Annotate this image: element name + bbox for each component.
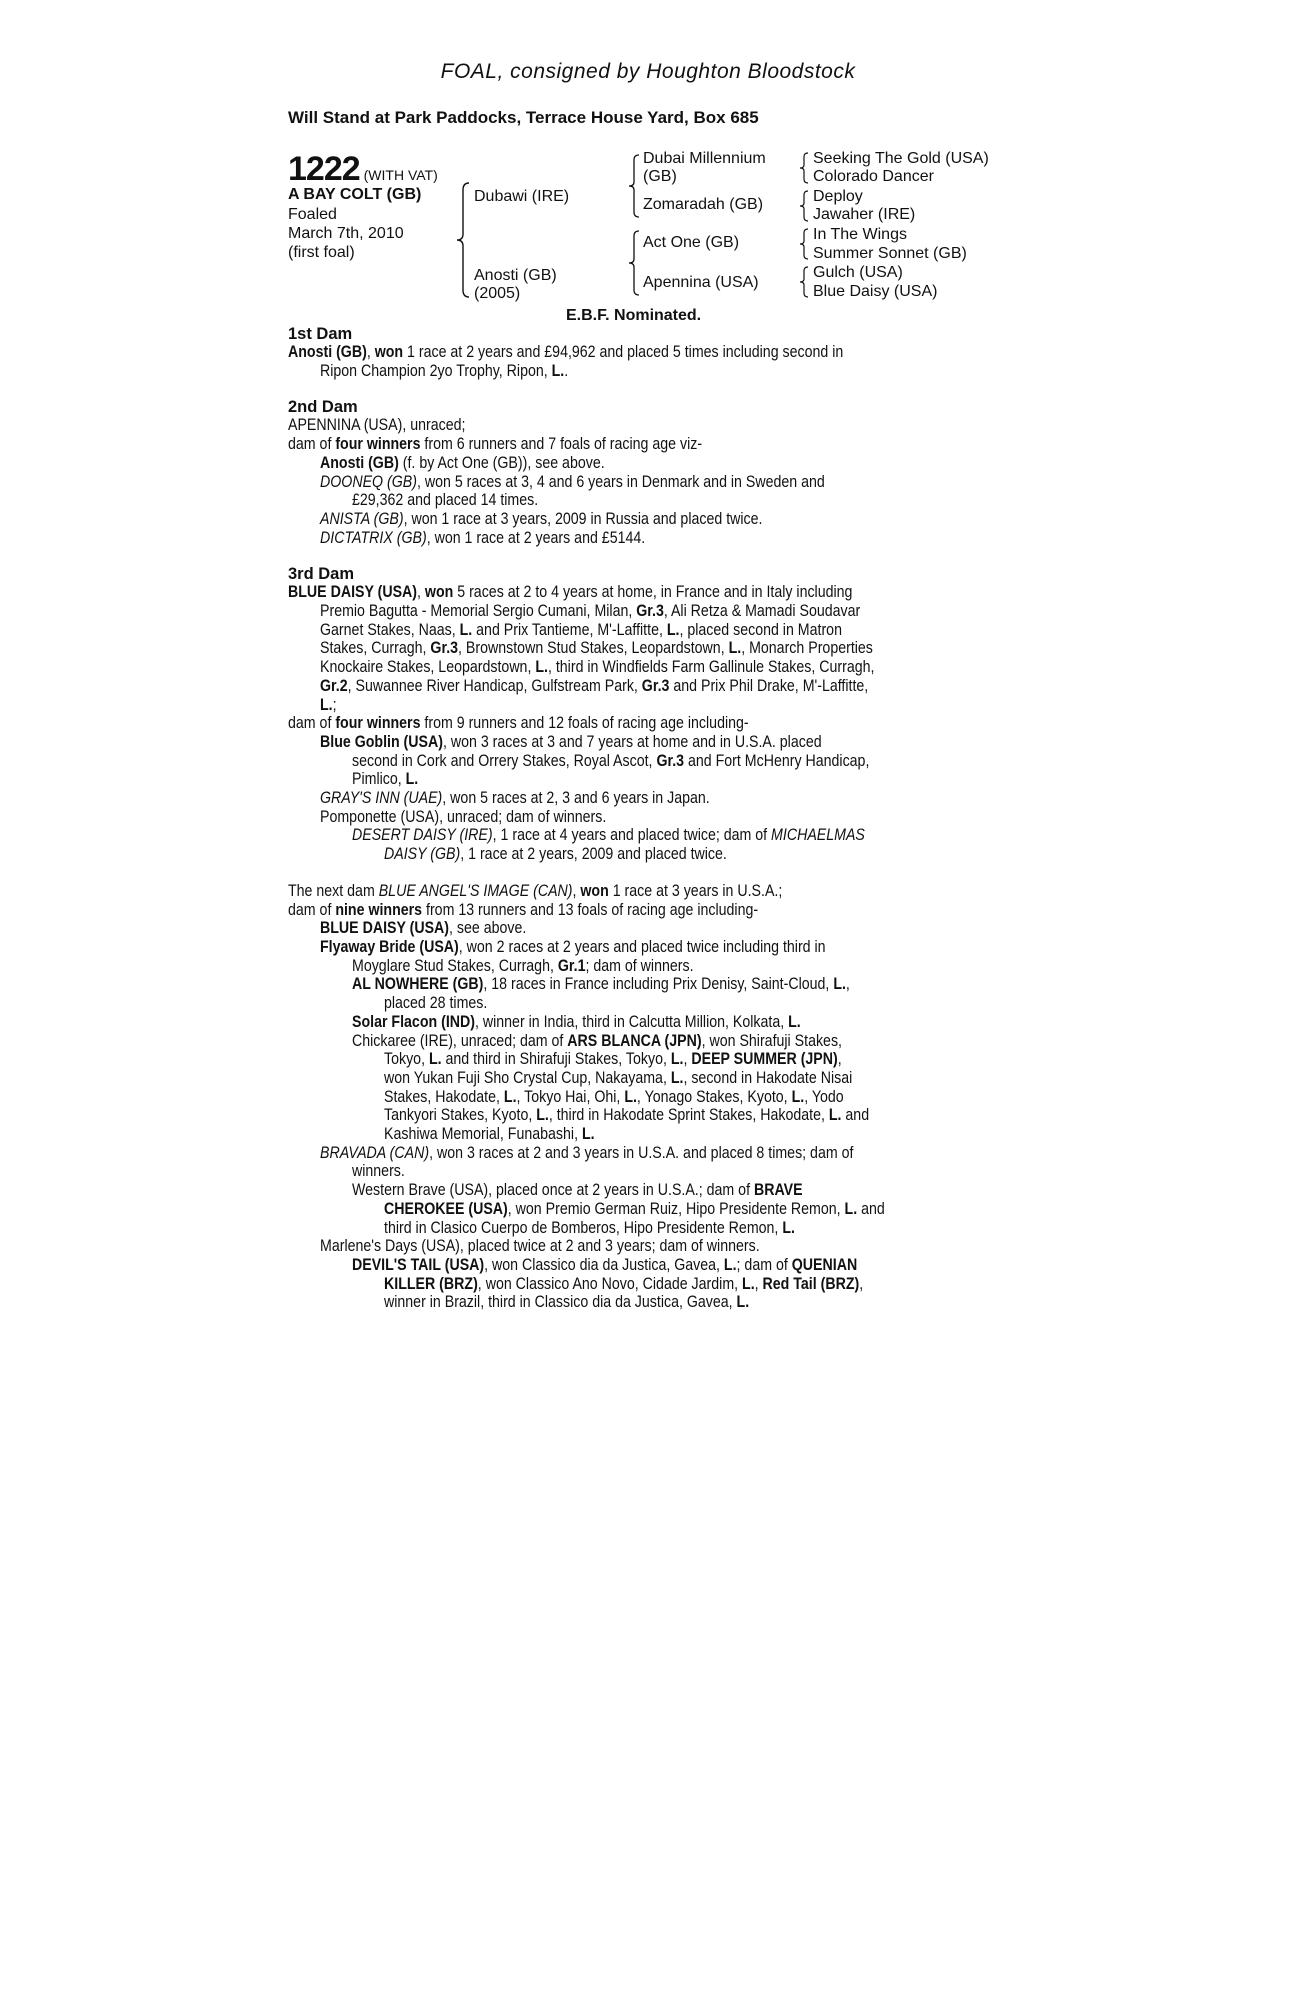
plain-text: from 6 runners and 7 foals of racing age viz-: [420, 435, 703, 454]
text-line: [288, 677, 1008, 696]
bold-text: Red Tail (BRZ): [762, 1274, 860, 1293]
bold-text: L.: [320, 695, 333, 714]
bold-text: L.: [736, 1293, 750, 1312]
section-1: [288, 325, 1008, 380]
plain-text: ,: [845, 975, 850, 994]
plain-text: ,: [859, 1274, 864, 1293]
plain-text: Marlene's Days (USA), placed twice at 2 and 3 years; dam of winners.: [320, 1237, 760, 1256]
section-title: 2nd Dam: [288, 398, 358, 417]
bold-text: L.: [428, 1050, 442, 1069]
plain-text: and: [841, 1106, 870, 1125]
plain-text: , won 1 race at 3 years, 2009 in Russia and placed twice.: [403, 509, 763, 528]
bold-text: Gr.2: [320, 676, 348, 695]
text-line: [288, 1293, 1008, 1312]
plain-text: ,: [683, 1050, 692, 1069]
italic-text: ANISTA (GB): [320, 509, 404, 528]
plain-text: (f. by Act One (GB)), see above.: [398, 453, 605, 472]
plain-text: Kashiwa Memorial, Funabashi,: [384, 1125, 582, 1144]
pedigree-block: [288, 150, 1008, 325]
section-4: [288, 882, 1008, 1312]
plain-text: , Monarch Properties: [741, 639, 873, 658]
text-line: [288, 826, 1008, 845]
pedigree-brace-main: [456, 182, 470, 298]
bold-text: nine winners: [335, 900, 423, 919]
text-line: [288, 416, 1008, 435]
bold-text: L.: [666, 620, 680, 639]
bold-text: BLUE DAISY (USA): [288, 583, 418, 602]
plain-text: 1 race at 3 years in U.S.A.;: [608, 881, 783, 900]
text-line: [288, 1088, 1008, 1107]
plain-text: and Fort McHenry Handicap,: [684, 751, 870, 770]
plain-text: , Yonago Stakes, Kyoto,: [636, 1087, 792, 1106]
bold-text: KILLER (BRZ): [384, 1274, 478, 1293]
section-2: [288, 398, 1008, 547]
plain-text: Knockaire Stakes, Leopardstown,: [320, 658, 536, 677]
text-line: [288, 343, 1008, 362]
plain-text: and third in Shirafuji Stakes, Tokyo,: [441, 1050, 671, 1069]
italic-text: DAISY (GB): [384, 845, 461, 864]
text-line: [288, 957, 1008, 976]
italic-text: DICTATRIX (GB): [320, 528, 427, 547]
plain-text: , Yodo: [804, 1087, 844, 1106]
plain-text: , Brownstown Stud Stakes, Leopardstown,: [458, 639, 729, 658]
pedigree-brace-g3-2: [799, 190, 809, 222]
dam-dam: Apennina (USA): [643, 274, 759, 291]
pedigree-brace-g3-4: [799, 266, 809, 298]
text-line: [288, 714, 1008, 733]
bold-text: Gr.3: [430, 639, 459, 658]
plain-text: dam of: [288, 900, 336, 919]
plain-text: , Tokyo Hai, Ohi,: [516, 1087, 625, 1106]
plain-text: second in Cork and Orrery Stakes, Royal Ascot,: [352, 751, 657, 770]
text-line: [288, 435, 1008, 454]
text-line: [288, 473, 1008, 492]
text-line: [288, 510, 1008, 529]
bold-text: Solar Flacon (IND): [352, 1012, 475, 1031]
plain-text: , 18 races in France including Prix Denisy, Saint-Cloud,: [483, 975, 834, 994]
bold-text: L.: [670, 1050, 684, 1069]
plain-text: , won 5 races at 2, 3 and 6 years in Japan.: [442, 789, 710, 808]
bold-text: L.: [459, 620, 473, 639]
dam-name-text: Anosti (GB): [474, 267, 557, 284]
plain-text: ; dam of winners.: [585, 956, 694, 975]
bold-text: DEVIL'S TAIL (USA): [352, 1255, 485, 1274]
g3-6: Summer Sonnet (GB): [813, 245, 967, 262]
lot-name: A BAY COLT (GB): [288, 186, 422, 203]
dam-name: [474, 267, 557, 303]
bold-text: L.: [788, 1012, 801, 1031]
text-line: [288, 1200, 1008, 1219]
text-line: [288, 1013, 1008, 1032]
plain-text: , won Classico Ano Novo, Cidade Jardim,: [477, 1274, 743, 1293]
bold-text: L.: [405, 770, 419, 789]
text-line: [288, 658, 1008, 677]
plain-text: Moyglare Stud Stakes, Curragh,: [352, 956, 558, 975]
bold-text: Gr.3: [641, 676, 670, 695]
text-line: [288, 789, 1008, 808]
text-line: [288, 1275, 1008, 1294]
text-line: [288, 362, 1008, 381]
g3-2: Colorado Dancer: [813, 168, 934, 185]
text-line: [288, 1144, 1008, 1163]
text-line: [288, 975, 1008, 994]
bold-text: AL NOWHERE (GB): [352, 975, 484, 994]
plain-text: , 1 race at 4 years and placed twice; dam of: [492, 826, 772, 845]
pedigree-brace-sire: [628, 154, 640, 218]
bold-text: four winners: [335, 714, 421, 733]
lot-number: 1222: [288, 150, 360, 188]
catalogue-page: [288, 60, 1008, 1312]
bold-text: L.: [828, 1106, 842, 1125]
plain-text: , Suwannee River Handicap, Gulfstream Park,: [347, 676, 642, 695]
bold-text: L.: [728, 639, 742, 658]
italic-text: MICHAELMAS: [771, 826, 865, 845]
italic-text: DESERT DAISY (IRE): [352, 826, 493, 845]
section-title: 1st Dam: [288, 325, 353, 343]
plain-text: , won Premio German Ruiz, Hipo Presidente Remon,: [507, 1199, 845, 1218]
plain-text: , see above.: [449, 919, 527, 938]
plain-text: , won Classico dia da Justica, Gavea,: [484, 1255, 724, 1274]
bold-text: QUENIAN: [791, 1255, 858, 1274]
foaled-label: Foaled: [288, 206, 337, 223]
text-line: [288, 770, 1008, 789]
plain-text: , third in Windfields Farm Gallinule Stakes, Curragh,: [547, 658, 875, 677]
pedigree-brace-g3-3: [799, 228, 809, 260]
bold-text: L.: [503, 1087, 517, 1106]
bold-text: L.: [581, 1125, 595, 1144]
g3-5: In The Wings: [813, 226, 907, 243]
plain-text: and Prix Phil Drake, M'-Laffitte,: [669, 676, 869, 695]
bold-text: ARS BLANCA (JPN): [567, 1031, 702, 1050]
text-line: [288, 1237, 1008, 1256]
text-line: [288, 882, 1008, 901]
plain-text: from 9 runners and 12 foals of racing age including-: [420, 714, 749, 733]
plain-text: Stakes, Hakodate,: [384, 1087, 504, 1106]
bold-text: Gr.3: [656, 751, 685, 770]
bold-text: Blue Goblin (USA): [320, 732, 443, 751]
section-title: 3rd Dam: [288, 565, 355, 584]
pedigree-brace-dam: [628, 230, 640, 296]
text-line: [288, 1256, 1008, 1275]
dam-sire: Act One (GB): [643, 234, 740, 251]
bold-text: won: [424, 583, 454, 602]
plain-text: Garnet Stakes, Naas,: [320, 620, 460, 639]
plain-text: Pimlico,: [352, 770, 406, 789]
text-line: [288, 1162, 1008, 1181]
sire-sire: [643, 150, 766, 186]
bold-text: L.: [742, 1274, 755, 1293]
text-line: [288, 583, 1008, 602]
bold-text: won: [374, 343, 404, 361]
plain-text: , won Shirafuji Stakes,: [701, 1031, 842, 1050]
bold-text: Anosti (GB): [320, 453, 399, 472]
text-line: [288, 1125, 1008, 1144]
lot-info: [288, 205, 404, 262]
dam-foaled-year: (2005): [474, 285, 521, 302]
plain-text: , placed second in Matron: [679, 620, 842, 639]
plain-text: dam of: [288, 714, 336, 733]
plain-text: ,: [366, 343, 375, 361]
sire-sire-name: Dubai Millennium: [643, 150, 766, 167]
dam-sections: [288, 325, 1008, 1312]
text-line: [288, 1050, 1008, 1069]
g3-8: Blue Daisy (USA): [813, 283, 938, 300]
bold-text: L.: [535, 658, 548, 677]
g3-1: Seeking The Gold (USA): [813, 150, 989, 167]
italic-text: DOONEQ (GB): [320, 472, 417, 491]
bold-text: L.: [536, 1106, 549, 1125]
plain-text: placed 28 times.: [384, 994, 488, 1013]
plain-text: , won 3 races at 3 and 7 years at home and in U.S.A. placed: [442, 732, 822, 751]
plain-text: winner in Brazil, third in Classico dia da Justica, Gavea,: [384, 1293, 737, 1312]
sire-dam: Zomaradah (GB): [643, 196, 764, 213]
text-line: [288, 621, 1008, 640]
plain-text: , 1 race at 2 years, 2009 and placed twice.: [460, 845, 727, 864]
text-line: [288, 901, 1008, 920]
text-line: [288, 994, 1008, 1013]
plain-text: Stakes, Curragh,: [320, 639, 431, 658]
plain-text: , won 5 races at 3, 4 and 6 years in Denmark and in Sweden and: [416, 472, 825, 491]
pedigree-brace-g3-1: [799, 152, 809, 184]
plain-text: and: [857, 1199, 885, 1218]
text-line: [288, 845, 1008, 864]
plain-text: , won 3 races at 2 and 3 years in U.S.A. and placed 8 times; dam of: [429, 1143, 854, 1162]
consignment-heading: FOAL, consigned by Houghton Bloodstock: [440, 60, 856, 83]
plain-text: third in Clasico Cuerpo de Bomberos, Hipo Presidente Remon,: [384, 1218, 783, 1237]
bold-text: L.: [844, 1199, 858, 1218]
plain-text: won Yukan Fuji Sho Crystal Cup, Nakayama,: [384, 1068, 671, 1087]
bold-text: L.: [551, 361, 565, 380]
bold-text: Anosti (GB): [288, 343, 367, 361]
text-line: [288, 696, 1008, 715]
text-line: [288, 1219, 1008, 1238]
plain-text: Pomponette (USA), unraced; dam of winners.: [320, 807, 607, 826]
bold-text: DEEP SUMMER (JPN): [691, 1050, 838, 1069]
text-line: [288, 938, 1008, 957]
plain-text: 1 race at 2 years and £94,962 and placed 5 times including second in: [403, 343, 844, 361]
plain-text: The next dam: [288, 881, 379, 900]
plain-text: Ripon Champion 2yo Trophy, Ripon,: [320, 361, 552, 380]
plain-text: ;: [332, 695, 337, 714]
bold-text: Gr.1: [557, 956, 586, 975]
sire-name: Dubawi (IRE): [474, 188, 570, 205]
plain-text: .: [564, 361, 569, 380]
plain-text: APENNINA (USA), unraced;: [288, 416, 466, 435]
plain-text: from 13 runners and 13 foals of racing age including-: [422, 900, 759, 919]
plain-text: winners.: [352, 1162, 405, 1181]
plain-text: ; dam of: [736, 1255, 792, 1274]
plain-text: and Prix Tantieme, M'-Laffitte,: [472, 620, 667, 639]
g3-4: Jawaher (IRE): [813, 206, 916, 223]
text-line: [288, 529, 1008, 548]
text-line: [288, 491, 1008, 510]
text-line: [288, 1069, 1008, 1088]
italic-text: BLUE ANGEL'S IMAGE (CAN): [378, 881, 573, 900]
plain-text: Premio Bagutta - Memorial Sergio Cumani, Milan,: [320, 602, 637, 621]
text-line: [288, 752, 1008, 771]
plain-text: Tankyori Stakes, Kyoto,: [384, 1106, 537, 1125]
text-line: [288, 1181, 1008, 1200]
foaling-date: March 7th, 2010: [288, 225, 404, 242]
text-line: [288, 454, 1008, 473]
plain-text: , winner in India, third in Calcutta Million, Kolkata,: [474, 1012, 789, 1031]
bold-text: L.: [782, 1218, 795, 1237]
stand-location: Will Stand at Park Paddocks, Terrace House Yard, Box 685: [288, 108, 759, 127]
bold-text: L.: [723, 1255, 737, 1274]
plain-text: dam of: [288, 435, 336, 454]
bold-text: won: [580, 881, 609, 900]
bold-text: BLUE DAISY (USA): [320, 919, 450, 938]
plain-text: , Ali Retza & Mamadi Soudavar: [663, 602, 861, 621]
italic-text: GRAY'S INN (UAE): [320, 789, 443, 808]
plain-text: 5 races at 2 to 4 years at home, in France and in Italy including: [453, 583, 853, 602]
plain-text: ,: [572, 881, 581, 900]
plain-text: , won 1 race at 2 years and £5144.: [426, 528, 646, 547]
text-line: [288, 919, 1008, 938]
plain-text: ,: [754, 1274, 763, 1293]
text-line: [288, 639, 1008, 658]
bold-text: L.: [791, 1087, 805, 1106]
g3-3: Deploy: [813, 188, 863, 205]
plain-text: , second in Hakodate Nisai: [683, 1068, 853, 1087]
g3-7: Gulch (USA): [813, 264, 903, 281]
bold-text: CHEROKEE (USA): [384, 1199, 508, 1218]
bold-text: BRAVE: [753, 1181, 803, 1200]
text-line: [288, 1032, 1008, 1051]
bold-text: L.: [833, 975, 846, 994]
plain-text: ,: [837, 1050, 842, 1069]
section-3: [288, 565, 1008, 864]
bold-text: L.: [670, 1068, 684, 1087]
bold-text: Flyaway Bride (USA): [320, 937, 459, 956]
bold-text: Gr.3: [636, 602, 664, 621]
text-line: [288, 1106, 1008, 1125]
italic-text: BRAVADA (CAN): [320, 1143, 430, 1162]
vat-note: (WITH VAT): [363, 167, 438, 183]
plain-text: , third in Hakodate Sprint Stakes, Hakodate,: [548, 1106, 829, 1125]
text-line: [288, 808, 1008, 827]
text-line: [288, 602, 1008, 621]
text-line: [288, 733, 1008, 752]
plain-text: ,: [417, 583, 425, 602]
plain-text: Western Brave (USA), placed once at 2 years in U.S.A.; dam of: [352, 1181, 754, 1200]
first-foal-note: (first foal): [288, 244, 355, 261]
plain-text: , won 2 races at 2 years and placed twice including third in: [458, 937, 826, 956]
sire-sire-country: (GB): [643, 168, 677, 185]
ebf-nomination: E.B.F. Nominated.: [566, 307, 702, 324]
plain-text: Tokyo,: [384, 1050, 429, 1069]
lot-number-line: [288, 150, 438, 189]
plain-text: Chickaree (IRE), unraced; dam of: [352, 1031, 568, 1050]
plain-text: £29,362 and placed 14 times.: [352, 491, 539, 510]
bold-text: L.: [624, 1087, 637, 1106]
bold-text: four winners: [335, 435, 421, 454]
